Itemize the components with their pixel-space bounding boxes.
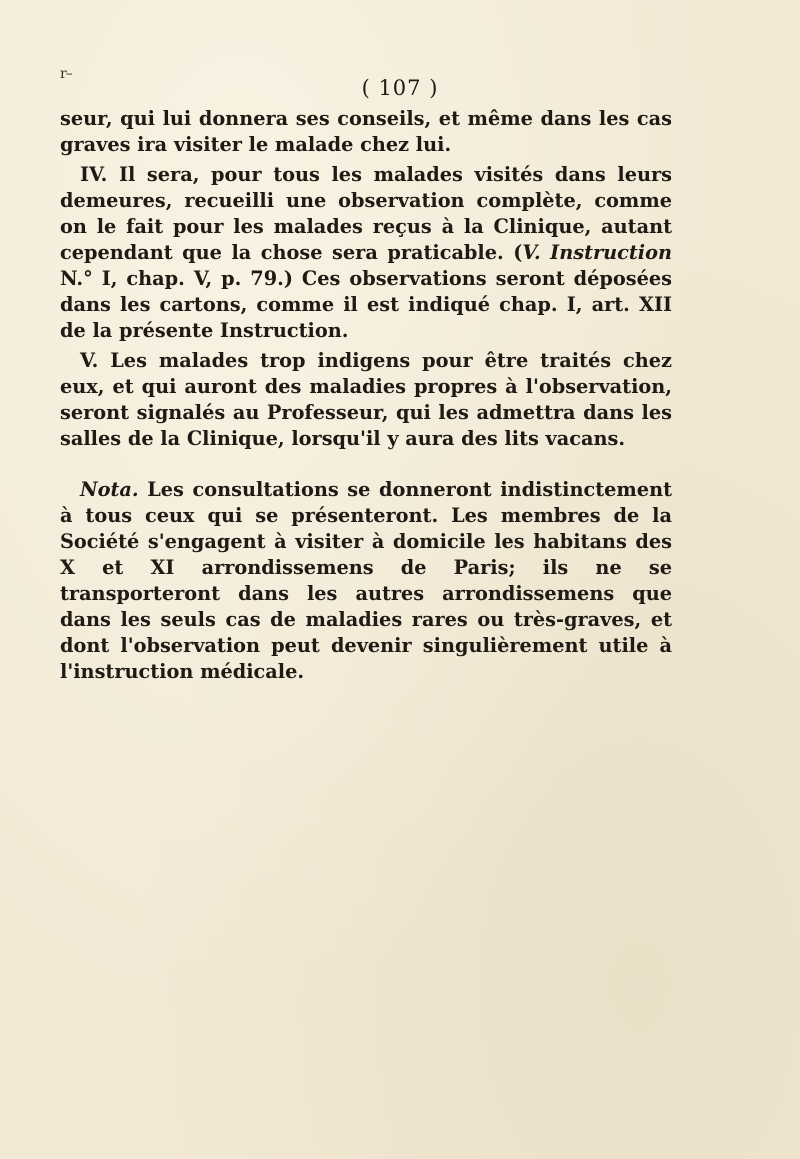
paragraph-article-v: V. Les malades trop indigens pour être traités chez eux, et qui auront des maladies propres à l'observation, seront signalés au Professeur, qui les admettra dans les salles de la Clinique, lorsqu'il y aura des lits vacans.	[60, 349, 672, 450]
paragraph-continuation: seur, qui lui donnera ses conseils, et même dans les cas graves ira visiter le malade chez lui.	[60, 107, 672, 156]
article-iv-text-rest: N.° I, chap. V, p. 79.) Ces observations seront déposées dans les cartons, comme il est indiqué chap. I, art. XII de la présente Instruction.	[60, 267, 672, 342]
paragraph-article-iv	[60, 162, 672, 344]
show-through-shading	[150, 660, 670, 860]
paragraph-nota	[60, 477, 672, 685]
nota-label: Nota.	[80, 478, 139, 501]
page-number: ( 107 )	[361, 76, 439, 100]
instruction-reference: V. Instruction	[522, 241, 672, 264]
article-iv-text: IV. Il sera, pour tous les malades visités dans leurs demeures, recueilli une observation complète, comme on le fait pour les malades reçus à la Clinique, autant cependant que la chose sera praticable. (	[60, 163, 672, 264]
nota-text: Les consultations se donneront indistinctement à tous ceux qui se présenteront. Les membres de la Société s'engagent à visiter à domicile les habitans des X et XI arrondissemens de Paris; ils ne se transporteront dans les autres arrondissemens que dans les seuls cas de maladies rares ou très-graves, et dont l'observation peut devenir singulièrement utile à l'instruction médicale.	[60, 478, 672, 683]
body-text	[60, 106, 672, 685]
corner-mark: r–	[60, 66, 72, 82]
